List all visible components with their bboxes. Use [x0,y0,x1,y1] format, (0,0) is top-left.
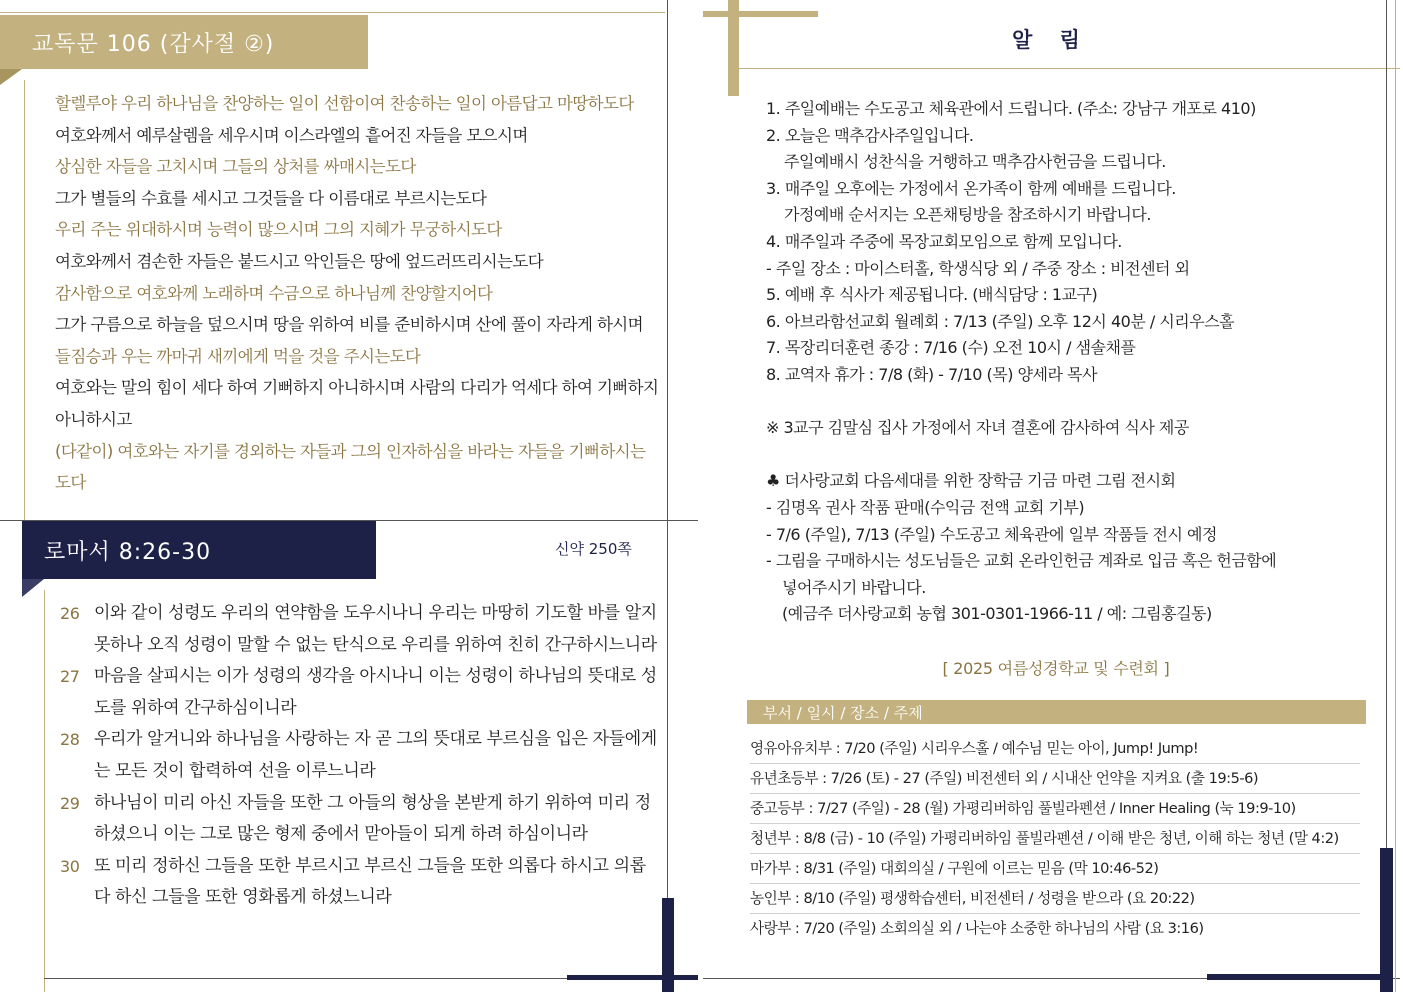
frame-line [24,80,25,520]
notice-line: 주일예배시 성찬식을 거행하고 맥추감사헌금을 드립니다. [784,152,1166,172]
notice-spacer [766,389,1366,416]
litany-line: 우리 주는 위대하시며 능력이 많으시며 그의 지혜가 무궁하시도다 [55,220,502,240]
litany-line: 여호와는 말의 힘이 세다 하여 기뻐하지 아니하시며 사람의 다리가 억세다 하여 기뻐하지 아니하시고 [55,378,659,429]
notice-line: 5. 예배 후 식사가 제공됩니다. (배식담당 : 1교구) [766,285,1098,305]
notices-title: 알 림 [1012,28,1090,52]
litany-line: 여호와께서 예루살렘을 세우시며 이스라엘의 흩어진 자들을 모으시며 [55,125,528,145]
litany-line: 그가 구름으로 하늘을 덮으시며 땅을 위하여 비를 준비하시며 산에 풀이 자라게 하시며 [55,315,643,335]
verse [60,661,660,724]
verse-number: 30 [60,856,80,876]
notice-line: 6. 아브라함선교회 월례회 : 7/13 (주일) 오후 12시 40분 / 시리우스홀 [766,311,1235,331]
notice-line: 8. 교역자 휴가 : 7/8 (화) - 7/10 (목) 양세라 목사 [766,364,1097,384]
litany-body [55,88,660,499]
notice-line: - 김명옥 권사 작품 판매(수익금 전액 교회 기부) [766,497,1085,517]
notice-line: 넣어주시기 바랍니다. [782,577,926,597]
verse-number: 29 [60,793,80,813]
litany-line: 들짐승과 우는 까마귀 새끼에게 먹을 것을 주시는도다 [55,346,421,366]
scripture-title: 로마서 8:26-30 [22,521,376,579]
frame-line [0,12,665,13]
frame-line [1386,0,1387,992]
frame-line [44,590,45,992]
verse-text: 우리가 알거니와 하나님을 사랑하는 자 곧 그의 뜻대로 부르심을 입은 자들에게는 모든 것이 합력하여 선을 이루느니라 [94,729,657,781]
frame-bar [1380,848,1393,992]
litany-line: 감사함으로 여호와께 노래하며 수금으로 하나님께 찬양할지어다 [55,283,493,303]
notice-line: - 그림을 구매하시는 성도님들은 교회 온라인헌금 계좌로 입금 혹은 헌금함에 [766,551,1277,571]
verse [60,724,660,787]
verse-number: 27 [60,667,80,687]
vbs-title: [ 2025 여름성경학교 및 수련회 ] [942,659,1170,678]
vbs-table-header: 부서 / 일시 / 장소 / 주제 [747,700,1366,724]
verse-text: 또 미리 정하신 그들을 또한 부르시고 부르신 그들을 또한 의롭다 하시고 의롭다 하신 그들을 또한 영화롭게 하셨느니라 [94,855,646,908]
notice-line: ※ 3교구 김말심 집사 가정에서 자녀 결혼에 감사하여 식사 제공 [766,418,1189,438]
verse [60,788,660,851]
frame-line [739,68,1400,69]
table-row: 청년부 : 8/8 (금) - 10 (주일) 가평리버하임 풀빌라펜션 / 이해 받은 청년, 이해 하는 청년 (말 4:2) [750,824,1360,854]
table-row: 중고등부 : 7/27 (주일) - 28 (월) 가평리버하임 풀빌라펜션 / Inner Healing (눅 19:9-10) [750,794,1360,824]
notice-line: (예금주 더사랑교회 농협 301-0301-1966-11 / 예: 그림홍길동) [782,604,1212,624]
table-row: 유년초등부 : 7/26 (토) - 27 (주일) 비전센터 외 / 시내산 언약을 지켜요 (출 19:5-6) [750,764,1360,794]
frame-bar [1207,974,1393,980]
verse-text: 마음을 살피시는 이가 성령의 생각을 아시나니 이는 성령이 하나님의 뜻대로 성도를 위하여 간구하심이니라 [94,666,657,718]
notice-line: 1. 주일예배는 수도공고 체육관에서 드립니다. (주소: 강남구 개포로 410) [766,99,1256,118]
verse-number: 26 [60,604,80,623]
scripture-page-ref: 신약 250쪽 [555,540,632,558]
verse-text: 이와 같이 성령도 우리의 연약함을 도우시나니 우리는 마땅히 기도할 바를 알지 못하나 오직 성령이 말할 수 없는 탄식으로 우리를 위하여 친히 간구하시느니라 [94,603,657,655]
verse-number: 28 [60,730,80,750]
verse-text: 하나님이 미리 아신 자들을 또한 그 아들의 형상을 본받게 하기 위하여 미리 정하셨으니 이는 그로 많은 형제 중에서 맏아들이 되게 하려 하심이니라 [94,792,651,845]
frame-bar [567,975,698,980]
litany-line: 그가 별들의 수효를 세시고 그것들을 다 이름대로 부르시는도다 [55,188,487,208]
table-row: 농인부 : 8/10 (주일) 평생학습센터, 비전센터 / 성령을 받으라 (요 20:22) [750,884,1360,914]
notice-line: - 주일 장소 : 마이스터홀, 학생식당 외 / 주중 장소 : 비전센터 외 [766,258,1190,278]
notice-line: - 7/6 (주일), 7/13 (주일) 수도공고 체육관에 일부 작품들 전시 예정 [766,524,1217,544]
banner-fold [0,69,22,85]
notice-line: 가정예배 순서지는 오픈채팅방을 참조하시기 바랍니다. [784,205,1151,225]
litany-line: 여호와께서 겸손한 자들은 붙드시고 악인들은 땅에 엎드러뜨리시는도다 [55,251,544,271]
banner-fold [22,579,44,597]
table-row: 마가부 : 8/31 (주일) 대회의실 / 구원에 이르는 믿음 (막 10:46-52) [750,854,1360,884]
table-row: 사랑부 : 7/20 (주일) 소회의실 외 / 나는야 소중한 하나님의 사람 (요 3:16) [750,920,1204,937]
notice-line: 2. 오늘은 맥추감사주일입니다. [766,125,974,145]
cross-horizontal [703,11,818,17]
litany-line: 할렐루야 우리 하나님을 찬양하는 일이 선함이여 찬송하는 일이 아름답고 마땅하도다 [55,94,634,113]
notice-spacer [766,442,1366,469]
litany-line: 상심한 자들을 고치시며 그들의 상처를 싸매시는도다 [55,157,416,177]
table-row: 영유아유치부 : 7/20 (주일) 시리우스홀 / 예수님 믿는 아이, Jump! Jump! [750,734,1360,764]
verse [60,851,660,914]
notice-line: 7. 목장리더훈련 종강 : 7/16 (수) 오전 10시 / 샘솔채플 [766,338,1136,358]
notices-list [766,96,1366,628]
frame-line [667,0,668,900]
scripture-body [60,598,660,914]
notice-line: 4. 매주일과 주중에 목장교회모임으로 함께 모입니다. [766,231,1122,251]
litany-line: (다같이) 여호와는 자기를 경외하는 자들과 그의 인자하심을 바라는 자들을 기뻐하시는도다 [55,441,646,493]
litany-title: 교독문 106 (감사절 ②) [0,15,368,69]
notice-line: 3. 매주일 오후에는 가정에서 온가족이 함께 예배를 드립니다. [766,178,1176,198]
frame-line [1395,0,1396,992]
notice-line: ♣ 더사랑교회 다음세대를 위한 장학금 기금 마련 그림 전시회 [766,471,1176,491]
vbs-table [750,734,1360,944]
verse [60,598,660,661]
